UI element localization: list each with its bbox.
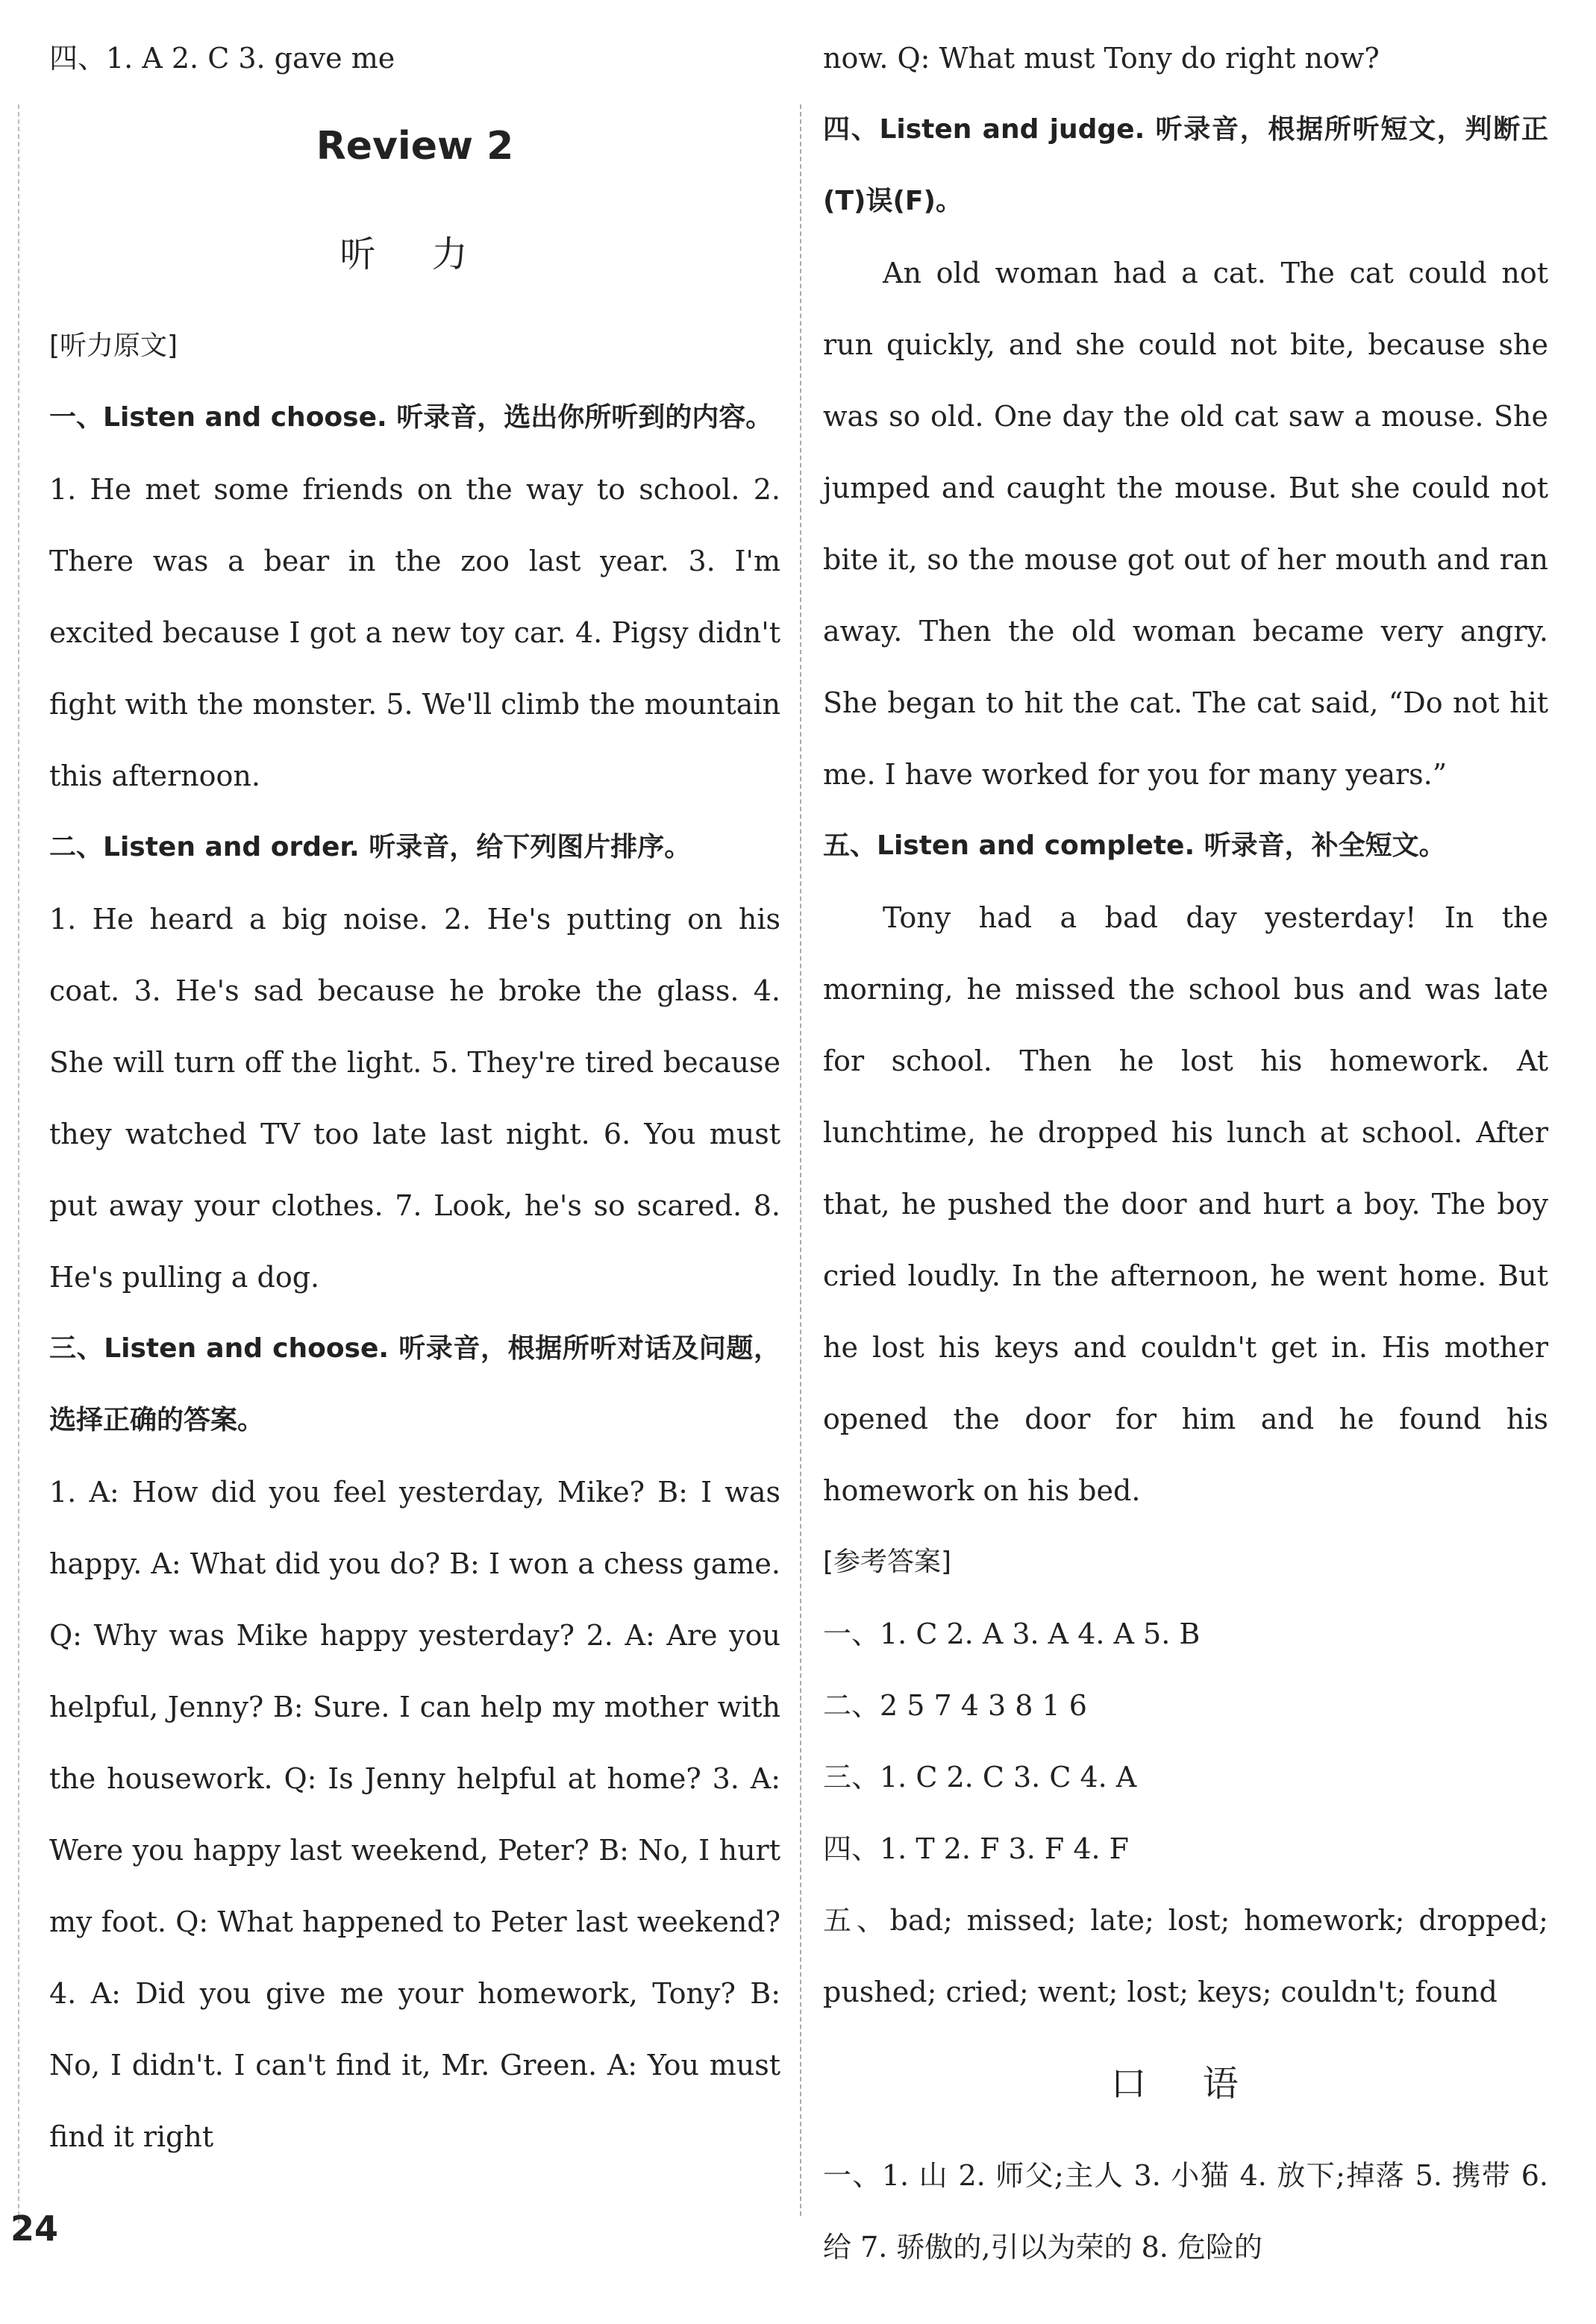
transcript-label: [听力原文] bbox=[49, 331, 178, 361]
oral-answers: 一、1. 山 2. 师父;主人 3. 小猫 4. 放下;掉落 5. 携带 6. 给 7. 骄傲的,引以为荣的 8. 危险的 bbox=[823, 2159, 1548, 2264]
section-2-heading: 二、Listen and order. 听录音，给下列图片排序。 bbox=[49, 832, 692, 862]
margin-rule bbox=[18, 104, 19, 2223]
review-title: Review 2 bbox=[316, 124, 514, 169]
section-4-heading: 四、Listen and judge. 听录音，根据所听短文，判断正(T)误(F)。 bbox=[823, 114, 1548, 216]
left-column bbox=[49, 42, 780, 2173]
answers-label: [参考答案] bbox=[823, 1547, 952, 1577]
column-divider bbox=[800, 104, 801, 2216]
section-5-text: Tony had a bad day yesterday! In the morning, he missed the school bus and was late for school. Then he lost his homework. At lunchtime, he dropped his lunch at school. After that, he pushed the door and hurt a boy. The boy cried loudly. In the afternoon, he went home. But he lost his keys and couldn't get in. His mother opened the door for him and he found his homework on his bed. bbox=[823, 901, 1548, 1507]
section-5-heading: 五、Listen and complete. 听录音，补全短文。 bbox=[823, 830, 1446, 861]
answer-line-5: 五、bad; missed; late; lost; homework; dropped; pushed; cried; went; lost; keys; couldn't; found bbox=[823, 1904, 1548, 2008]
section-3-text: 1. A: How did you feel yesterday, Mike? B: I was happy. A: What did you do? B: I won a chess game. Q: Why was Mike happy yesterday? 2. A: Are you helpful, Jenny? B: Sure. I can help my mother with the housework. Q: Is Jenny helpful at home? 3. A: Were you happy last weekend, Peter? B: No, I hurt my foot. Q: What happened to Peter last weekend? 4. A: Did you give me your homework, Tony? B: No, I didn't. I can't find it, Mr. Green. A: You must find it right bbox=[49, 1476, 780, 2153]
page-number: 24 bbox=[10, 2208, 59, 2249]
section-3-heading: 三、Listen and choose. 听录音，根据所听对话及问题，选择正确的答案。 bbox=[49, 1333, 780, 1435]
oral-heading: 口 语 bbox=[1110, 2063, 1261, 2105]
answer-line-4: 四、1. T 2. F 3. F 4. F bbox=[823, 1832, 1130, 1865]
top-answers: 四、1. A 2. C 3. gave me bbox=[49, 42, 395, 75]
section-2-text: 1. He heard a big noise. 2. He's putting on his coat. 3. He's sad because he broke the glass. 4. She will turn off the light. 5. They're tired because they watched TV too late last night. 6. You must put away your clothes. 7. Look, he's so scared. 8. He's pulling a dog. bbox=[49, 903, 780, 1294]
section-1-heading: 一、Listen and choose. 听录音，选出你所听到的内容。 bbox=[49, 402, 773, 433]
section-1-text: 1. He met some friends on the way to school. 2. There was a bear in the zoo last year. 3. I'm excited because I got a new toy car. 4. Pigsy didn't fight with the monster. 5. We'll climb the mountain this afternoon. bbox=[49, 473, 780, 792]
answer-line-3: 三、1. C 2. C 3. C 4. A bbox=[823, 1761, 1137, 1794]
listening-heading: 听 力 bbox=[339, 234, 490, 275]
answer-line-2: 二、2 5 7 4 3 8 1 6 bbox=[823, 1689, 1087, 1722]
answer-line-1: 一、1. C 2. A 3. A 4. A 5. B bbox=[823, 1617, 1201, 1650]
section-4-text: An old woman had a cat. The cat could not run quickly, and she could not bite, because she was so old. One day the old cat saw a mouse. She jumped and caught the mouse. But she could not bite it, so the mouse got out of her mouth and ran away. Then the old woman became very angry. She began to hit the cat. The cat said, “Do not hit me. I have worked for you for many years.” bbox=[823, 257, 1548, 791]
continued-text: now. Q: What must Tony do right now? bbox=[823, 42, 1380, 75]
right-column bbox=[823, 42, 1548, 2283]
